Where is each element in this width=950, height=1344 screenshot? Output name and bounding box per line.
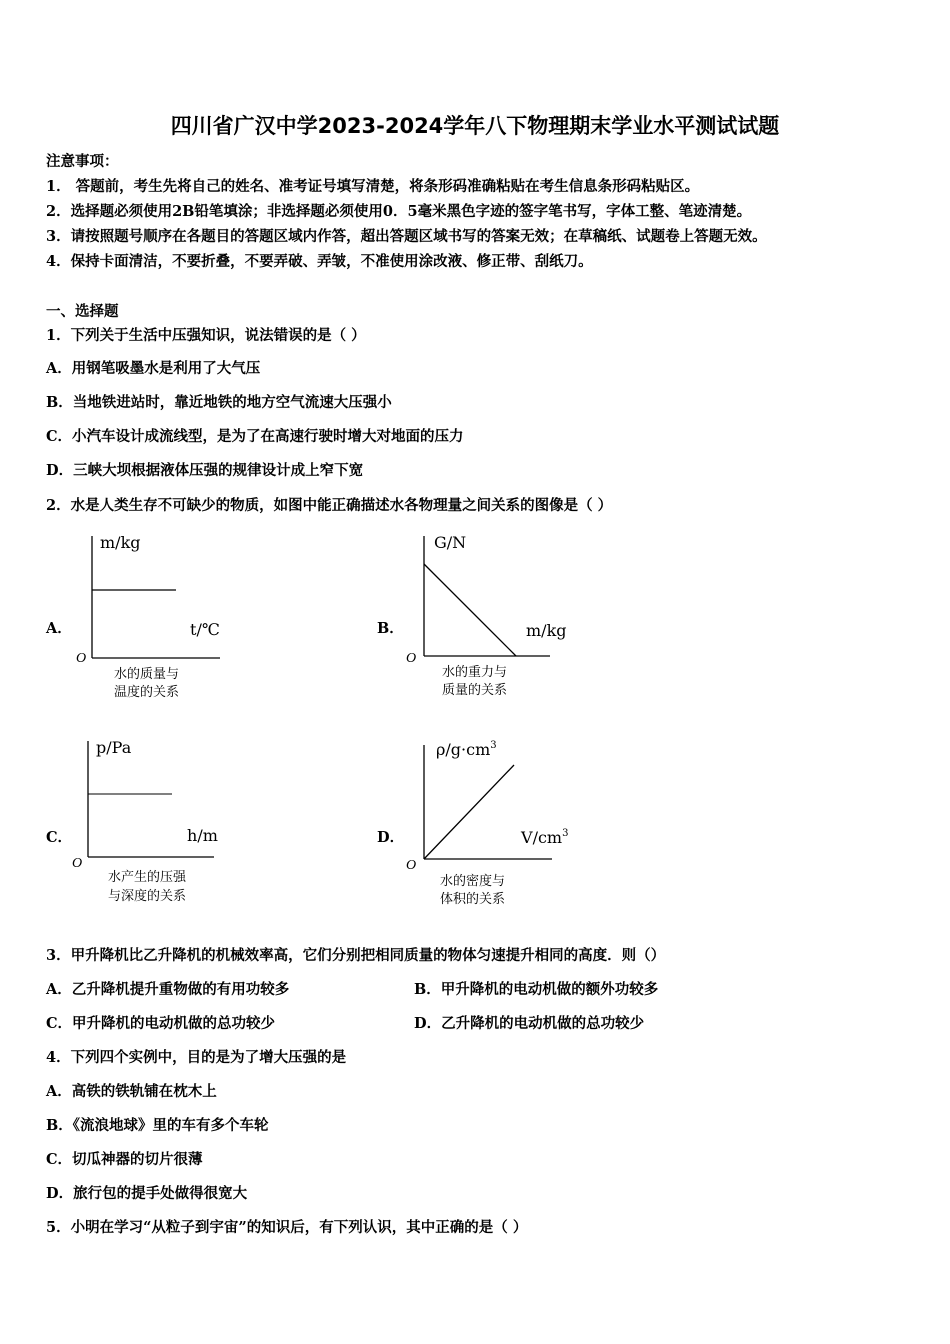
graph-b-x-label: m/kg [526,621,567,640]
notice-item-3: 3．请按照题号顺序在各题目的答题区域内作答，超出答题区域书写的答案无效；在草稿纸、试题卷上答题无效。 [46,228,767,245]
graph-d-line [424,765,514,859]
graph-b [400,528,590,708]
graph-a-x-label: t/℃ [190,620,220,639]
graph-c-x-label: h/m [187,826,218,845]
graph-b-line [424,564,516,656]
graph-c [70,735,240,915]
q1-stem: 1．下列关于生活中压强知识，说法错误的是（ ） [46,327,366,344]
graph-d [400,735,590,915]
notice-item-2: 2．选择题必须使用2B铅笔填涂；非选择题必须使用0．5毫米黑色字迹的签字笔书写，字体工整、笔迹清楚。 [46,203,752,220]
q5-stem: 5．小明在学习“从粒子到宇宙”的知识后，有下列认识，其中正确的是（ ） [46,1219,528,1236]
notice-heading: 注意事项： [46,153,119,170]
page-title: 四川省广汉中学2023-2024学年八下物理期末学业水平测试试题 [170,114,780,138]
graph-b-letter: B． [377,620,404,637]
graph-a [70,528,240,708]
graph-c-y-label: p/Pa [96,738,132,757]
section-title: 一、选择题 [46,303,119,320]
q3-stem: 3．甲升降机比乙升降机的机械效率高，它们分别把相同质量的物体匀速提升相同的高度．则（） [46,947,666,964]
notice-item-1: 1． 答题前，考生先将自己的姓名、准考证号填写清楚，将条形码准确粘贴在考生信息条形码粘贴区。 [46,178,700,195]
graph-b-origin: O [406,651,417,666]
graph-d-x-label: $V/cm^3$ [521,828,569,847]
q2-stem: 2．水是人类生存不可缺少的物质，如图中能正确描述水各物理量之间关系的图像是（ ） [46,497,613,514]
graph-b-caption-2: 质量的关系 [442,683,508,698]
notice-item-4: 4．保持卡面清洁，不要折叠，不要弄破、弄皱，不准使用涂改液、修正带、刮纸刀。 [46,253,593,270]
graph-d-origin: O [406,858,417,873]
q1-option-b: B．当地铁进站时，靠近地铁的地方空气流速大压强小 [46,394,392,411]
graph-c-caption-2: 与深度的关系 [108,889,187,904]
q4-option-a: A．高铁的铁轨铺在枕木上 [46,1083,217,1100]
graph-d-caption-2: 体积的关系 [440,892,506,907]
q4-option-c: C．切瓜神器的切片很薄 [46,1151,203,1168]
graph-b-caption-1: 水的重力与 [442,665,508,680]
q4-option-b: B．《流浪地球》里的车有多个车轮 [46,1117,269,1134]
graph-c-origin: O [72,856,83,871]
graph-a-y-label: m/kg [100,533,141,552]
q4-option-d: D．旅行包的提手处做得很宽大 [46,1185,248,1202]
graph-a-caption-1: 水的质量与 [114,667,180,682]
graph-c-letter: C． [46,829,73,846]
q1-option-a: A．用钢笔吸墨水是利用了大气压 [46,360,261,377]
graph-c-caption-1: 水产生的压强 [108,870,187,885]
q1-option-d: D．三峡大坝根据液体压强的规律设计成上窄下宽 [46,462,364,479]
q3-option-a: A．乙升降机提升重物做的有用功较多 [46,981,290,998]
graph-a-letter: A． [46,620,72,637]
graph-b-y-label: G/N [434,533,467,552]
q3-option-d: D．乙升降机的电动机做的总功较少 [414,1015,645,1032]
q4-stem: 4．下列四个实例中，目的是为了增大压强的是 [46,1049,347,1066]
graph-d-y-label: $\rho/g\cdot cm^3$ [436,740,497,759]
q1-option-c: C．小汽车设计成流线型，是为了在高速行驶时增大对地面的压力 [46,428,464,445]
graph-a-caption-2: 温度的关系 [114,685,180,700]
graph-d-caption-1: 水的密度与 [440,874,506,889]
q3-option-b: B．甲升降机的电动机做的额外功较多 [414,981,659,998]
graph-d-letter: D． [377,829,405,846]
q3-option-c: C．甲升降机的电动机做的总功较少 [46,1015,276,1032]
graph-a-origin: O [76,651,87,666]
